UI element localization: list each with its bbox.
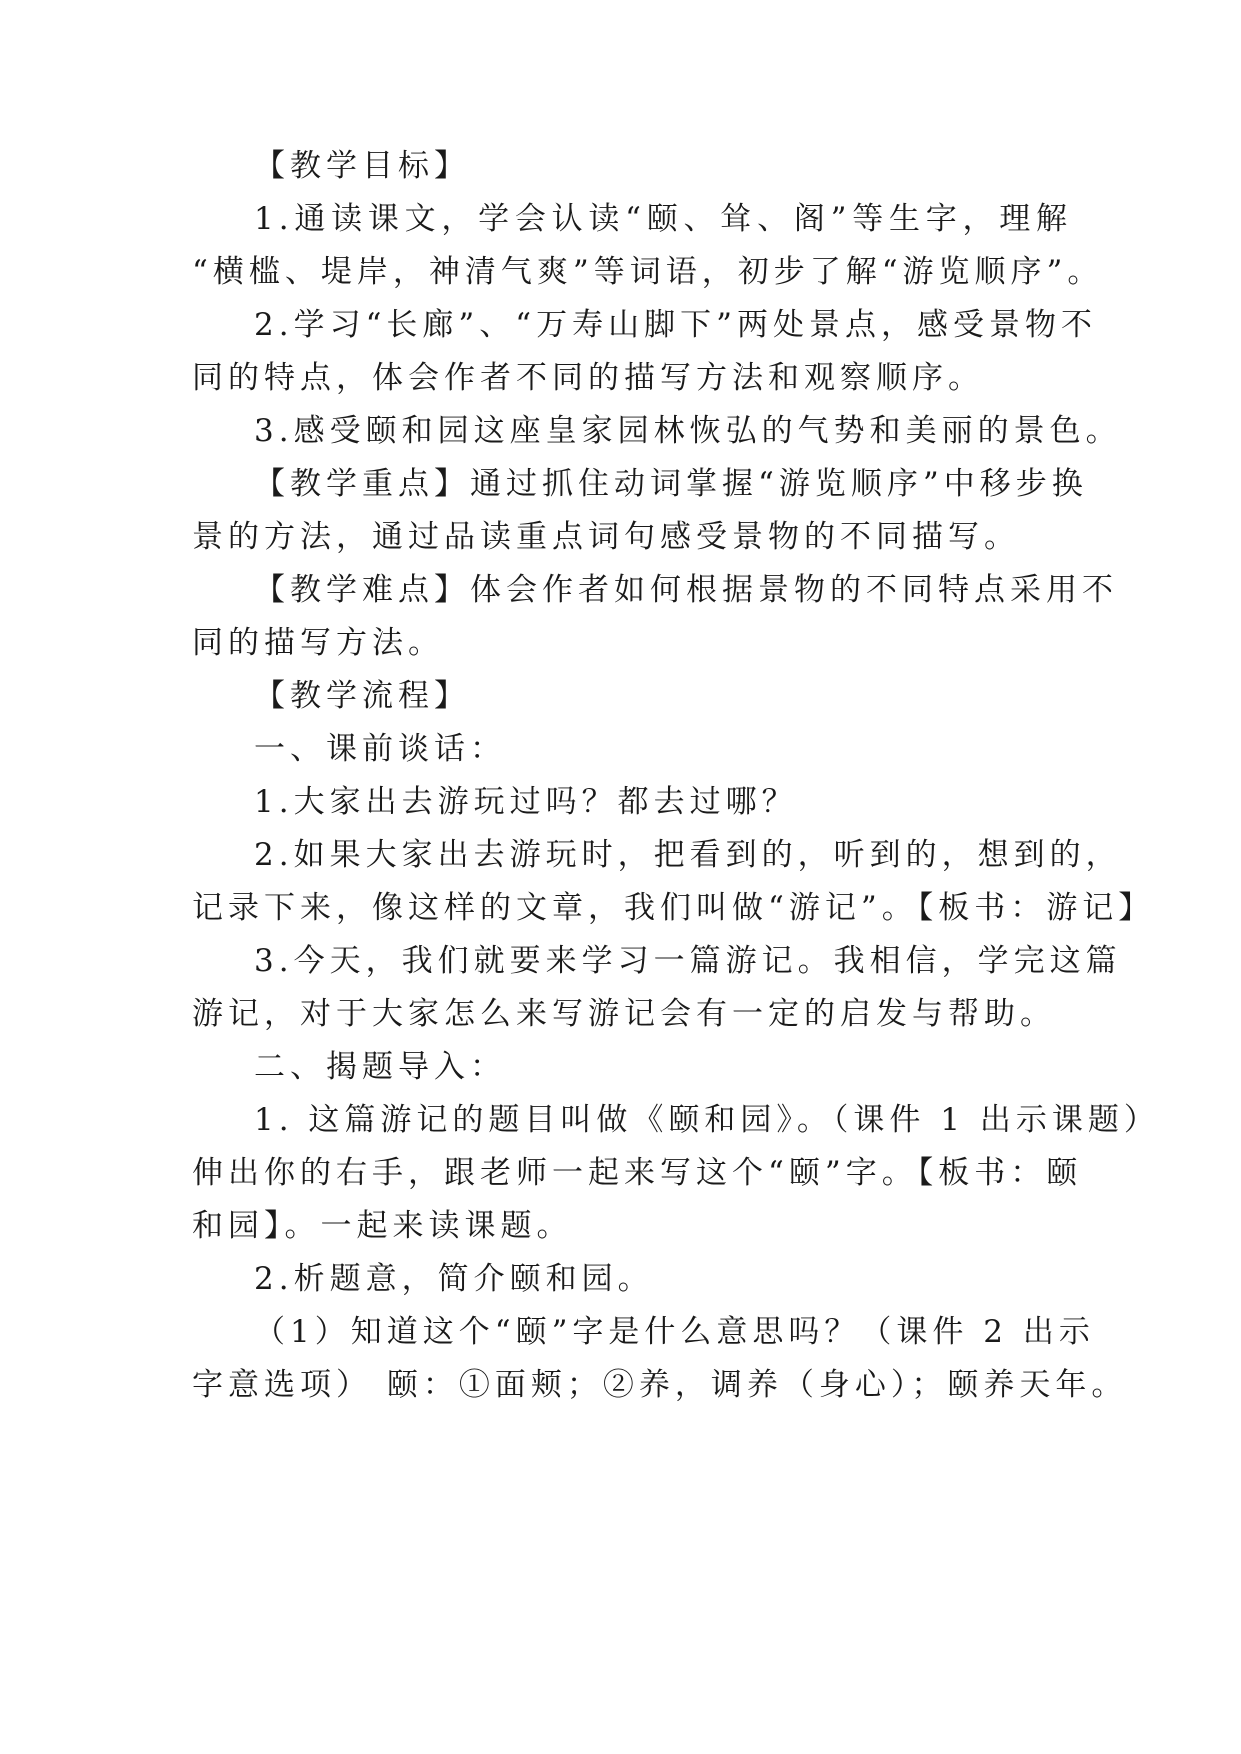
goal-3: 3.感受颐和园这座皇家园林恢弘的气势和美丽的景色。	[254, 413, 1122, 449]
section-1-item-2-line-2: 记录下来，像这样的文章，我们叫做“游记”。【板书：游记】	[192, 890, 1155, 926]
goal-2-line-1: 2.学习“长廊”、“万寿山脚下”两处景点，感受景物不	[254, 307, 1097, 343]
section-1-item-2-line-1: 2.如果大家出去游玩时，把看到的，听到的，想到的，	[254, 837, 1122, 873]
section-1-item-1: 1.大家出去游玩过吗？都去过哪？	[254, 784, 798, 820]
goal-2-line-2: 同的特点，体会作者不同的描写方法和观察顺序。	[192, 360, 984, 396]
difficulties-line-2: 同的描写方法。	[192, 625, 444, 661]
heading-teaching-goals: 【教学目标】	[254, 148, 470, 184]
section-2-heading: 二、揭题导入：	[254, 1049, 506, 1085]
section-2-item-2: 2.析题意，简介颐和园。	[254, 1261, 654, 1297]
key-points-line-2: 景的方法，通过品读重点词句感受景物的不同描写。	[192, 519, 1020, 555]
section-2-subitem-1-line-1: （1）知道这个“颐”字是什么意思吗？（课件 2 出示	[254, 1314, 1095, 1350]
goal-1-line-2: “横槛、堤岸，神清气爽”等词语，初步了解“游览顺序”。	[192, 254, 1104, 290]
section-2-item-1-line-1: 1. 这篇游记的题目叫做《颐和园》。（课件 1 出示课题）	[254, 1102, 1160, 1138]
difficulties-line-1: 【教学难点】体会作者如何根据景物的不同特点采用不	[254, 572, 1118, 608]
section-1-item-3-line-1: 3.今天，我们就要来学习一篇游记。我相信，学完这篇	[254, 943, 1122, 979]
section-2-item-1-line-3: 和园】。一起来读课题。	[192, 1208, 573, 1244]
section-2-item-1-line-2: 伸出你的右手，跟老师一起来写这个“颐”字。【板书：颐	[192, 1155, 1083, 1191]
key-points-line-1: 【教学重点】通过抓住动词掌握“游览顺序”中移步换	[254, 466, 1088, 502]
section-1-heading: 一、课前谈话：	[254, 731, 506, 767]
section-2-subitem-1-line-2: 字意选项） 颐：①面颊；②养，调养（身心）；颐养天年。	[192, 1367, 1128, 1403]
heading-teaching-process: 【教学流程】	[254, 678, 470, 714]
section-1-item-3-line-2: 游记，对于大家怎么来写游记会有一定的启发与帮助。	[192, 996, 1056, 1032]
goal-1-line-1: 1.通读课文，学会认读“颐、耸、阁”等生字，理解	[254, 201, 1072, 237]
